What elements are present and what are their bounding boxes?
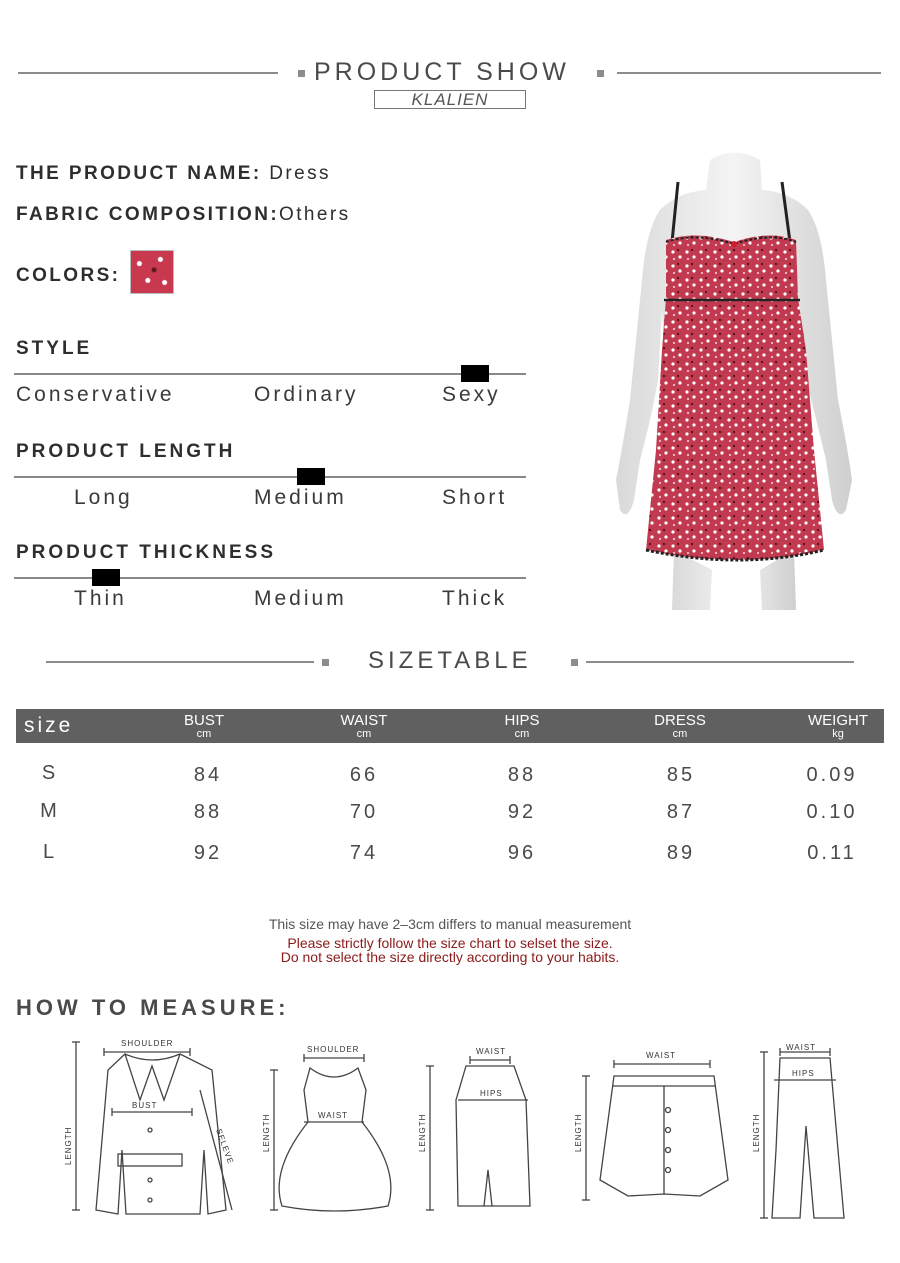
scale-option[interactable]: Thick [442,587,508,610]
color-swatch[interactable] [130,250,174,294]
sizetable-dot-right [571,659,578,666]
cell-size: M [40,800,60,822]
cell-bust: 88 [193,801,223,823]
fabric-row [16,204,350,226]
col-hips-unit: cm [514,728,530,740]
cell-weight: 0.10 [806,801,858,823]
jacket-bust-label: BUST [132,1101,158,1110]
scale-title: STYLE [16,338,93,359]
cell-size: L [42,841,58,863]
col-bust-label: BUST [183,712,224,729]
fabric-label: FABRIC COMPOSITION: [16,204,280,225]
product-name-row [16,163,331,185]
skirt-length-label: LENGTH [418,1113,427,1152]
product-photo [600,150,870,610]
scale-option[interactable]: Medium [254,587,347,610]
scale-track [14,373,526,375]
colors-label: COLORS: [16,265,121,286]
jacket-sleeve-label: SELEVE [214,1127,236,1166]
cell-size: S [41,762,59,784]
cell-hips: 88 [507,764,537,786]
col-size: size [24,714,74,737]
scale-marker[interactable] [92,569,120,586]
brand-label: KLALIEN [374,90,526,109]
dress-waist-label: WAIST [318,1111,349,1120]
col-weight [788,713,888,740]
scale-track [14,476,526,478]
col-hips [472,713,572,740]
col-dress-label: DRESS [654,712,706,729]
dress-diagram [262,1045,391,1211]
dress-length-label: LENGTH [262,1113,271,1152]
pants-length-label: LENGTH [752,1113,761,1152]
cell-hips: 92 [507,801,537,823]
shorts-length-label: LENGTH [574,1113,583,1152]
page-title: PRODUCT SHOW [314,58,570,86]
cell-dress: 89 [666,842,696,864]
header-rule-right [617,72,881,74]
scale-option[interactable]: Thin [74,587,127,610]
col-weight-unit: kg [832,728,844,740]
shorts-diagram [574,1051,728,1200]
col-bust-unit: cm [196,728,212,740]
header-dot-right [597,70,604,77]
col-waist-label: WAIST [340,712,388,729]
header-dot-left [298,70,305,77]
sizetable-title: SIZETABLE [368,647,532,674]
cell-waist: 74 [349,842,379,864]
pants-diagram [752,1043,844,1218]
measure-diagrams [0,1030,900,1230]
scale-track [14,577,526,579]
col-dress [630,713,730,740]
scale-option[interactable]: Medium [254,486,347,509]
cell-dress: 85 [666,764,696,786]
scale-marker[interactable] [297,468,325,485]
col-weight-label: WEIGHT [808,712,868,729]
col-bust [154,713,254,740]
scale-option[interactable]: Conservative [16,383,175,406]
cell-waist: 70 [349,801,379,823]
note-measurement: This size may have 2–3cm differs to manual measurement [268,916,632,932]
pants-waist-label: WAIST [786,1043,817,1052]
cell-bust: 84 [193,764,223,786]
col-waist-unit: cm [356,728,372,740]
skirt-diagram [418,1047,530,1210]
cell-dress: 87 [666,801,696,823]
product-name-label: THE PRODUCT NAME: [16,163,262,184]
fabric-value: Others [279,204,351,225]
scale-title: PRODUCT THICKNESS [16,542,277,563]
sizetable-rule-left [46,661,314,663]
jacket-length-label: LENGTH [64,1126,73,1165]
cell-weight: 0.09 [806,764,858,786]
product-name-value: Dress [261,163,331,184]
cell-bust: 92 [193,842,223,864]
dress [646,235,824,560]
col-waist [314,713,414,740]
how-to-measure-title: HOW TO MEASURE: [16,995,290,1020]
dress-shoulder-label: SHOULDER [307,1045,360,1054]
scale-option[interactable]: Short [442,486,508,509]
size-table-header [16,709,884,743]
skirt-hips-label: HIPS [480,1089,503,1098]
cell-hips: 96 [507,842,537,864]
sizetable-dot-left [322,659,329,666]
sizetable-rule-right [586,661,854,663]
note-warning-1: Please strictly follow the size chart to selset the size. [287,935,613,951]
pants-hips-label: HIPS [792,1069,815,1078]
scale-marker[interactable] [461,365,489,382]
scale-title: PRODUCT LENGTH [16,441,236,462]
skirt-waist-label: WAIST [476,1047,507,1056]
cell-weight: 0.11 [807,842,857,864]
header-rule-left [18,72,278,74]
note-warning-2: Do not select the size directly according to your habits. [280,949,620,965]
shorts-waist-label: WAIST [646,1051,677,1060]
scale-option[interactable]: Ordinary [254,383,359,406]
col-dress-unit: cm [672,728,688,740]
col-hips-label: HIPS [504,712,540,729]
scale-option[interactable]: Sexy [442,383,501,406]
jacket-diagram [64,1039,235,1214]
cell-waist: 66 [349,764,379,786]
scale-option[interactable]: Long [74,486,133,509]
jacket-shoulder-label: SHOULDER [121,1039,174,1048]
